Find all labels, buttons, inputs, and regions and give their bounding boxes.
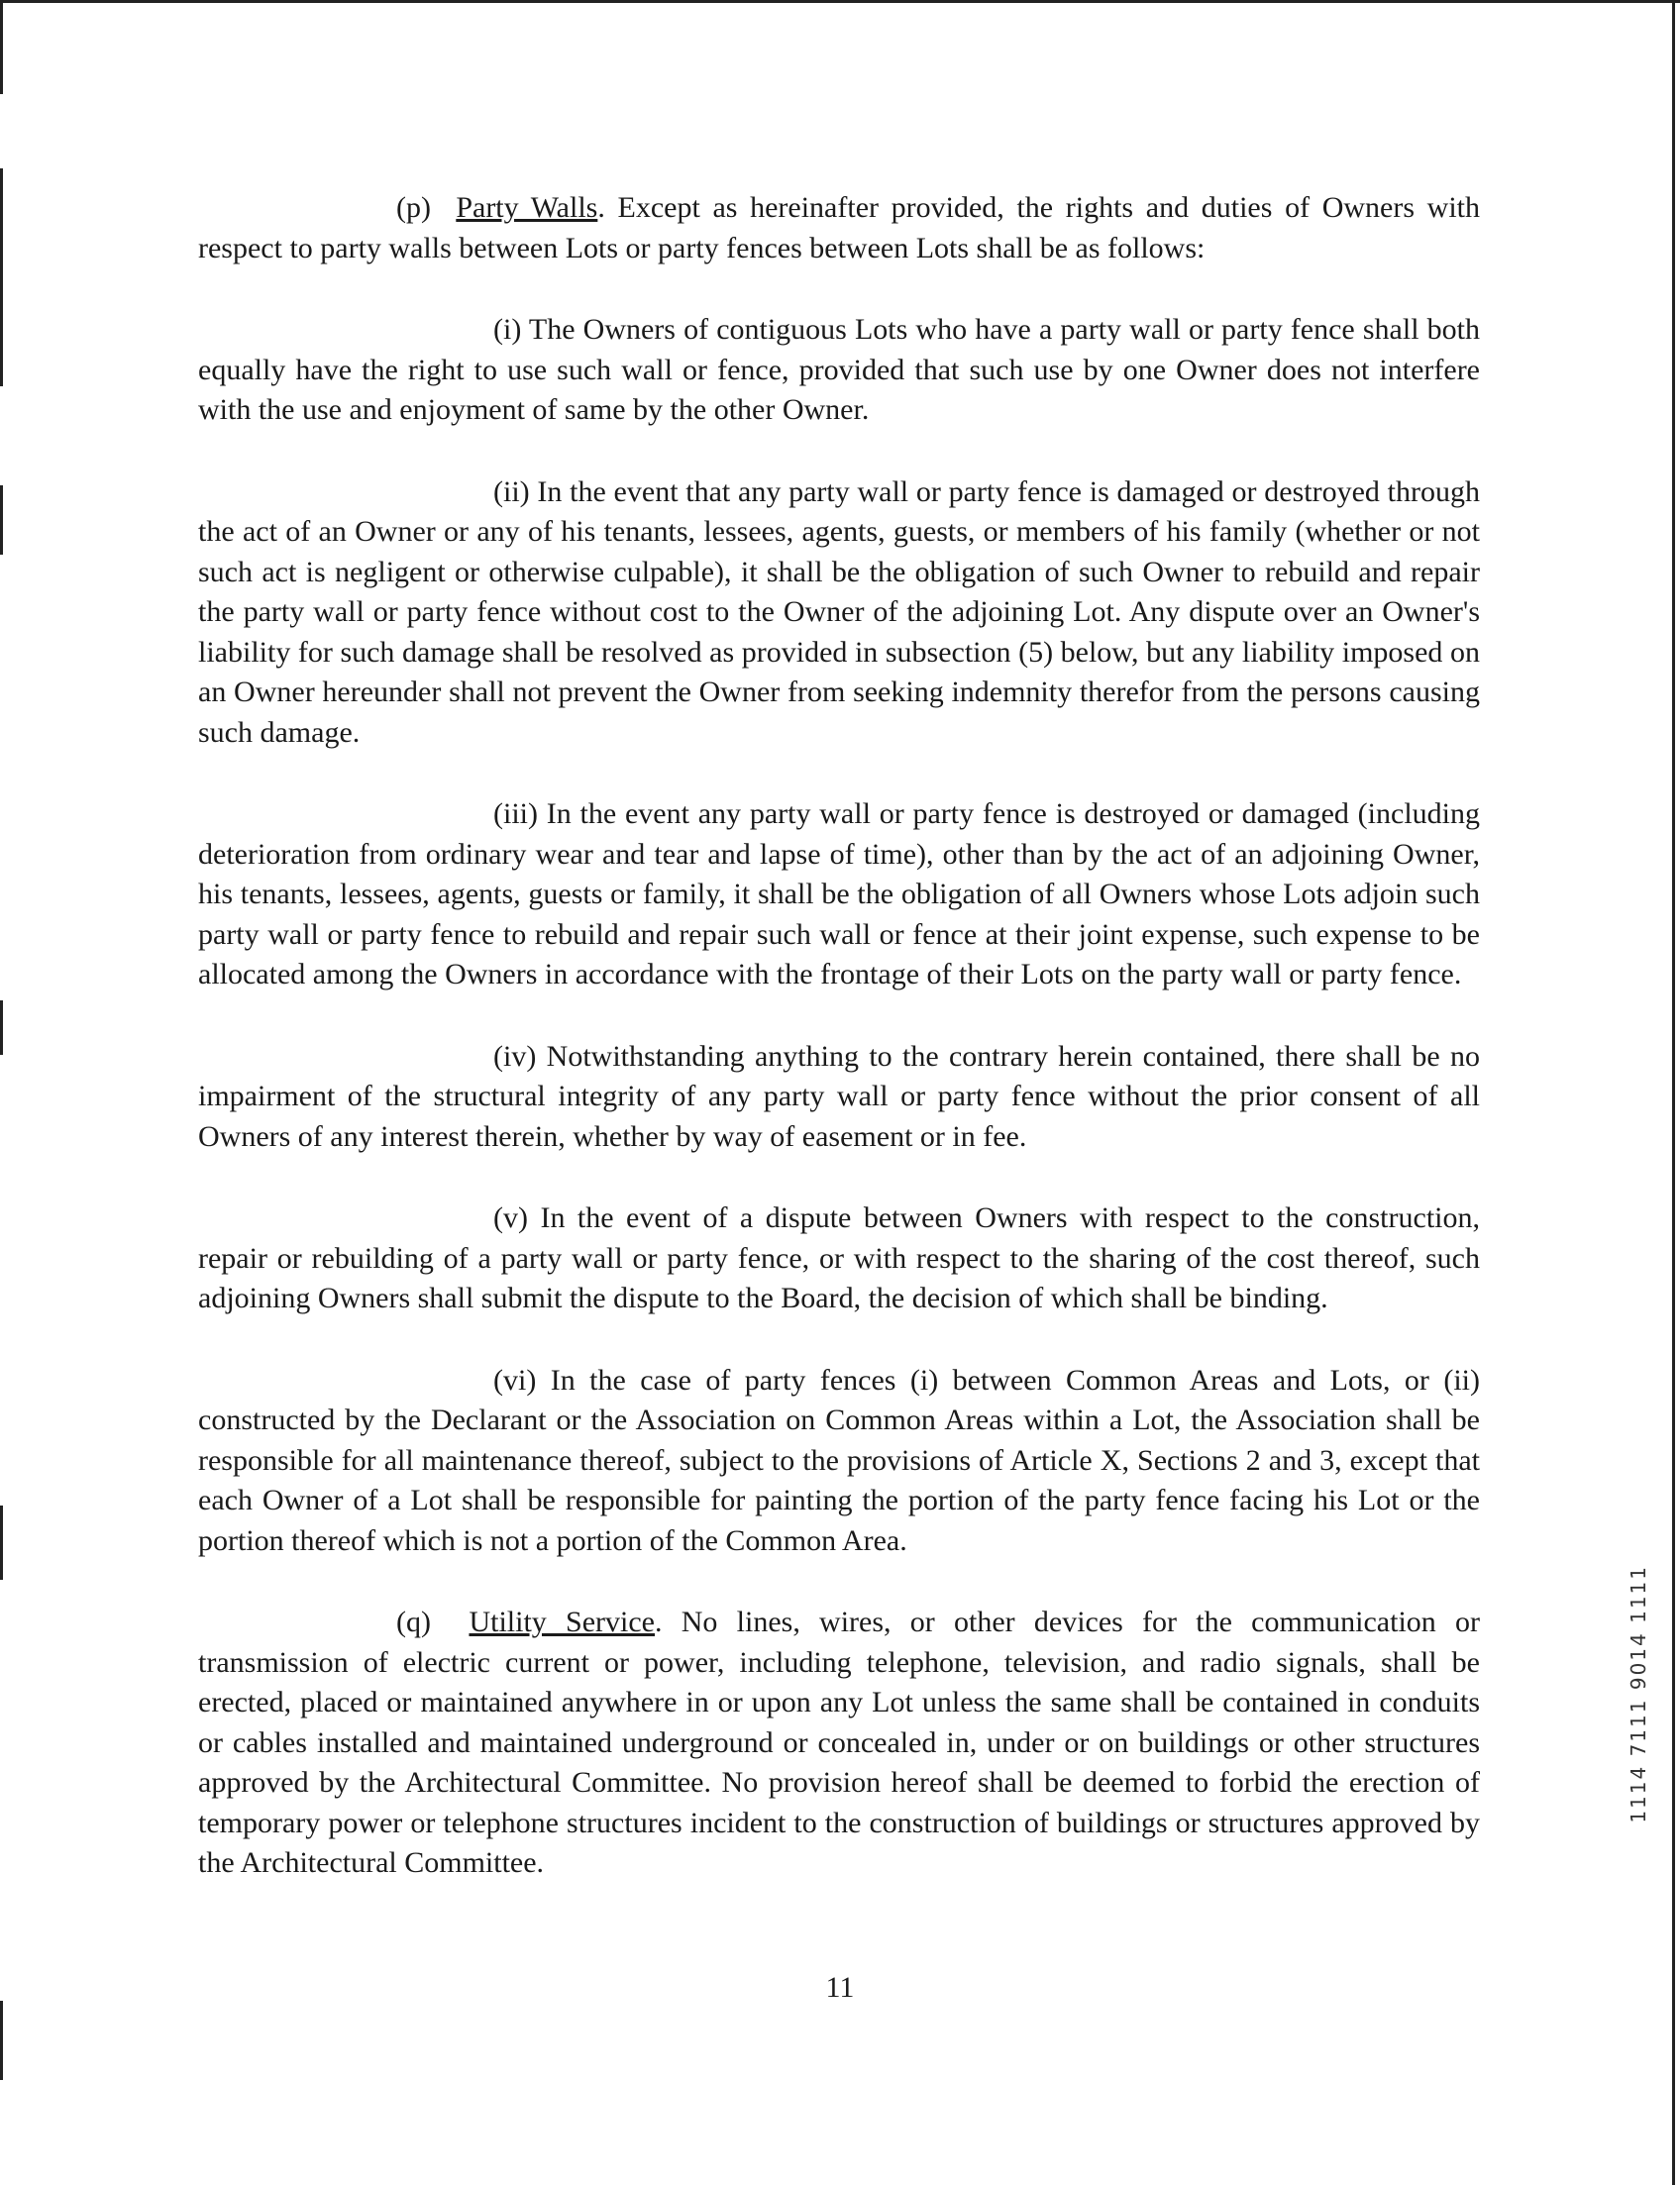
margin-stamp bbox=[1627, 1565, 1656, 1931]
scan-edge-left-4 bbox=[0, 1000, 3, 1055]
paragraph-q-label: (q) bbox=[396, 1606, 431, 1638]
paragraph-p-vi: (vi) In the case of party fences (i) between Common Areas and Lots, or (ii) constructed by the Declarant or the Association on Common Areas within a Lot, the Association shall be responsible for all maintenance thereof, subject to the provisions of Article X, Sections 2 and 3, except that each Owner of a Lot shall be responsible for painting the portion of the party fence facing his Lot or the portion thereof which is not a portion of the Common Area. bbox=[198, 1363, 1480, 1557]
paragraph-q-text: . No lines, wires, or other devices for the communication or transmission of electric current or power, including telephone, television, and radio signals, shall be erected, placed or maintained anywhere in or upon any Lot unless the same shall be contained in conduits or cables installed and maintained underground or concealed in, under or on buildings or other structures approved by the Architectural Committee. No provision hereof shall be deemed to forbid the erection of temporary power or telephone structures incident to the construction of buildings or structures approved by the Architectural Committee. bbox=[198, 1606, 1481, 1879]
paragraph-p-text: . Except as hereinafter provided, the rights and duties of Owners with respect to party walls between Lots or party fences between Lots shall be as follows: bbox=[198, 191, 1481, 264]
scan-edge-left-5 bbox=[0, 1506, 3, 1580]
scan-edge-left-6 bbox=[0, 2001, 3, 2080]
paragraph-p-v: (v) In the event of a dispute between Owners with respect to the construction, repair or rebuilding of a party wall or party fence, or with respect to the sharing of the cost thereof, such adjoining Owners shall submit the dispute to the Board, the decision of which shall be binding. bbox=[198, 1201, 1480, 1314]
scan-edge-left-1 bbox=[0, 0, 3, 94]
margin-stamp-text: 1114 7111 9014 1111 bbox=[1627, 1565, 1650, 1823]
paragraph-p-iii: (iii) In the event any party wall or party fence is destroyed or damaged (including deterioration from ordinary wear and tear and lapse of time), other than by the act of an adjoining Owner, his tenants, lessees, agents, guests or family, it shall be the obligation of all Owners whose Lots adjoin such party wall or party fence to rebuild and repair such wall or fence at their joint expense, such expense to be allocated among the Owners in accordance with the frontage of their Lots on the party wall or party fence. bbox=[198, 797, 1480, 990]
paragraph-p-label: (p) bbox=[396, 191, 431, 224]
scan-edge-left-2 bbox=[0, 168, 3, 386]
paragraph-p-iv: (iv) Notwithstanding anything to the contrary herein contained, there shall be no impairment of the structural integrity of any party wall or party fence without the prior consent of all Owners of any interest therein, whether by way of easement or in fee. bbox=[198, 1039, 1480, 1153]
scan-edge-right bbox=[1672, 0, 1675, 2185]
paragraph-q bbox=[198, 1603, 1480, 1884]
paragraph-p-i: (i) The Owners of contiguous Lots who have a party wall or party fence shall both equally have the right to use such wall or fence, provided that such use by one Owner does not interfere with the use and enjoyment of same by the other Owner. bbox=[198, 313, 1480, 426]
paragraph-p-ii: (ii) In the event that any party wall or party fence is damaged or destroyed through the act of an Owner or any of his tenants, lessees, agents, guests, or members of his family (whether or not such act is negligent or otherwise culpable), it shall be the obligation of such Owner to rebuild and repair the party wall or party fence without cost to the Owner of the adjoining Lot. Any dispute over an Owner's liability for such damage shall be resolved as provided in subsection (5) below, but any liability imposed on an Owner hereunder shall not prevent the Owner from seeking indemnity therefor from the persons causing such damage. bbox=[198, 474, 1480, 749]
paragraph-q-heading: Utility Service bbox=[469, 1606, 656, 1638]
paragraph-p bbox=[198, 188, 1480, 268]
paragraph-p-heading: Party Walls bbox=[456, 191, 598, 224]
scan-edge-top bbox=[0, 0, 1680, 3]
scan-edge-left-3 bbox=[0, 485, 3, 555]
page-number: 11 bbox=[825, 1971, 855, 2004]
document-body bbox=[198, 188, 1480, 1884]
